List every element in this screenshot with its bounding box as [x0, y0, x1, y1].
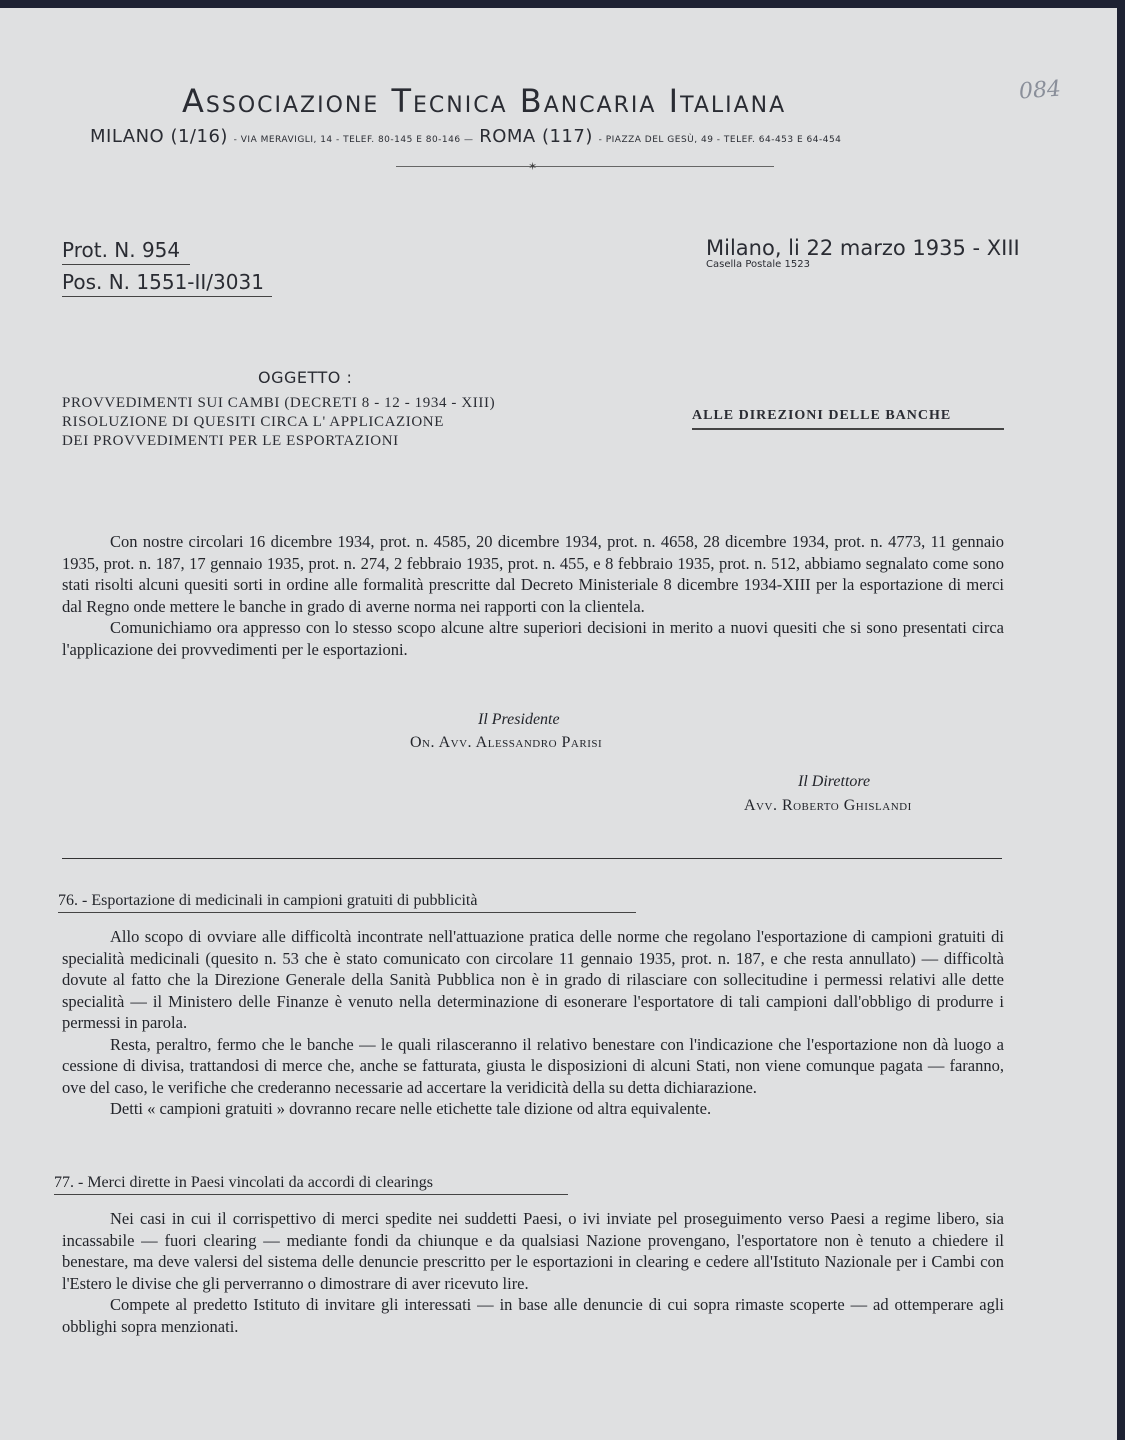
roma-address: - PIAZZA DEL GESÙ, 49 - TELEF. 64-453 E 64-454 — [598, 135, 842, 145]
document-page — [0, 8, 1117, 1440]
subject-text — [62, 394, 495, 451]
roma-label: ROMA (117) — [479, 126, 593, 147]
postal-box: Casella Postale 1523 — [706, 259, 810, 270]
letter-paragraph-1: Con nostre circolari 16 dicembre 1934, prot. n. 4585, 20 dicembre 1934, prot. n. 4658, 28 dicembre 1934, prot. n. 4773, 11 gennaio 1935, prot. n. 187, 17 gennaio 1935, prot. n. 274, 2 febbraio 1935, prot. n. 455, e 8 febbraio 1935, prot. n. 512, abbiamo segnalato come sono stati risolti alcuni quesiti sorti in ordine alle formalità prescritte dal Decreto Ministeriale 8 dicembre 1934-XIII per la esportazione di merci dal Regno onde mettere le banche in grado di averne norma nei rapporti con la clientela. — [62, 532, 1004, 616]
protocol-number: Prot. N. 954 — [62, 238, 181, 262]
recipient: ALLE DIREZIONI DELLE BANCHE — [692, 408, 952, 423]
position-underline — [62, 296, 272, 297]
section-76-body — [62, 926, 1004, 1120]
position-number: Pos. N. 1551-II/3031 — [62, 270, 264, 294]
letter-paragraph-2: Comunichiamo ora appresso con lo stesso scopo alcune altre superiori decisioni in merito a nuovi quesiti che si sono presentati circa l'applicazione dei provvedimenti per le esportazioni. — [62, 618, 1004, 659]
letter-date: Milano, li 22 marzo 1935 - XIII — [706, 236, 1020, 260]
milano-address: - VIA MERAVIGLI, 14 - TELEF. 80-145 E 80-146 — — [233, 135, 474, 145]
handwritten-page-number: 084 — [1018, 76, 1062, 105]
section-77-paragraph: Nei casi in cui il corrispettivo di merci spedite nei suddetti Paesi, o ivi inviate pel proseguimento verso Paesi a regime libero, sia incassabile — fuori clearing — mediante fondi da chiunque e da qualsiasi Nazione provengano, l'esportatore non è tenuto a chiedere il benestare, ma deve valersi del sistema delle denuncie prescritto per le esportazioni in clearing e cedere all'Istituto Nazionale per i Cambi con l'Estero le divise che gli perverranno o dimostrare di aver ricevuto lire. — [62, 1209, 1004, 1293]
letterhead-title: Associazione Tecnica Bancaria Italiana — [182, 82, 787, 120]
divider-star-icon: ✶ — [528, 161, 538, 173]
director-title: Il Direttore — [798, 773, 871, 790]
letter-body — [62, 531, 1004, 660]
subject-label: OGGETTO : — [258, 368, 353, 387]
letterhead-divider — [396, 166, 774, 167]
section-76-paragraph: Allo scopo di ovviare alle difficoltà incontrate nell'attuazione pratica delle norme che regolano l'esportazione di campioni gratuiti di specialità medicinali (quesito n. 53 che è stato comunicato con circolare 11 gennaio 1935, prot. n. 187, e che resta annullato) — difficoltà dovute al fatto che la Direzione Generale della Sanità Pubblica non è in grado di rilasciare con sollecitudine i permessi relativi alle dette specialità — il Ministero delle Finanze è venuto nella determinazione di esonerare l'esportatore di tali campioni dall'obbligo di produrre i permessi in parola. — [62, 927, 1004, 1032]
section-76-underline — [58, 912, 636, 913]
protocol-underline — [62, 264, 190, 265]
president-name: On. Avv. Alessandro Parisi — [410, 734, 603, 751]
president-title: Il Presidente — [478, 711, 560, 728]
subject-line-1: PROVVEDIMENTI SUI CAMBI (DECRETI 8 - 12 - 1934 - XIII) — [62, 395, 496, 411]
director-name: Avv. Roberto Ghislandi — [744, 797, 912, 814]
section-77-body — [62, 1208, 1004, 1337]
letterhead-address — [90, 126, 841, 147]
section-76-paragraph: Resta, peraltro, fermo che le banche — le quali rilasceranno il relativo benestare con l'indicazione che l'esportazione non dà luogo a cessione di divisa, trattandosi di merce che, anche se fatturata, giusta le disposizioni di alcuni Stati, non viene comunque pagata — faranno, ove del caso, le verifiche che crederanno necessarie ad accertare la veridicità della su detta dichiarazione. — [62, 1034, 1004, 1097]
recipient-underline — [692, 428, 1004, 430]
section-separator — [62, 858, 1002, 859]
section-76-paragraph: Detti « campioni gratuiti » dovranno recare nelle etichette tale dizione od altra equivalente. — [110, 1099, 712, 1118]
subject-line-3: DEI PROVVEDIMENTI PER LE ESPORTAZIONI — [62, 433, 399, 449]
milano-label: MILANO (1/16) — [90, 126, 228, 147]
section-77-heading: 77. - Merci dirette in Paesi vincolati da accordi di clearings — [54, 1174, 433, 1191]
section-76-heading: 76. - Esportazione di medicinali in campioni gratuiti di pubblicità — [58, 892, 478, 909]
section-77-paragraph: Compete al predetto Istituto di invitare gli interessati — in base alle denuncie di cui sopra rimaste scoperte — ad ottemperare agli obblighi sopra menzionati. — [62, 1295, 1004, 1336]
section-77-underline — [54, 1194, 568, 1195]
subject-line-2: RISOLUZIONE DI QUESITI CIRCA L' APPLICAZIONE — [62, 414, 445, 430]
